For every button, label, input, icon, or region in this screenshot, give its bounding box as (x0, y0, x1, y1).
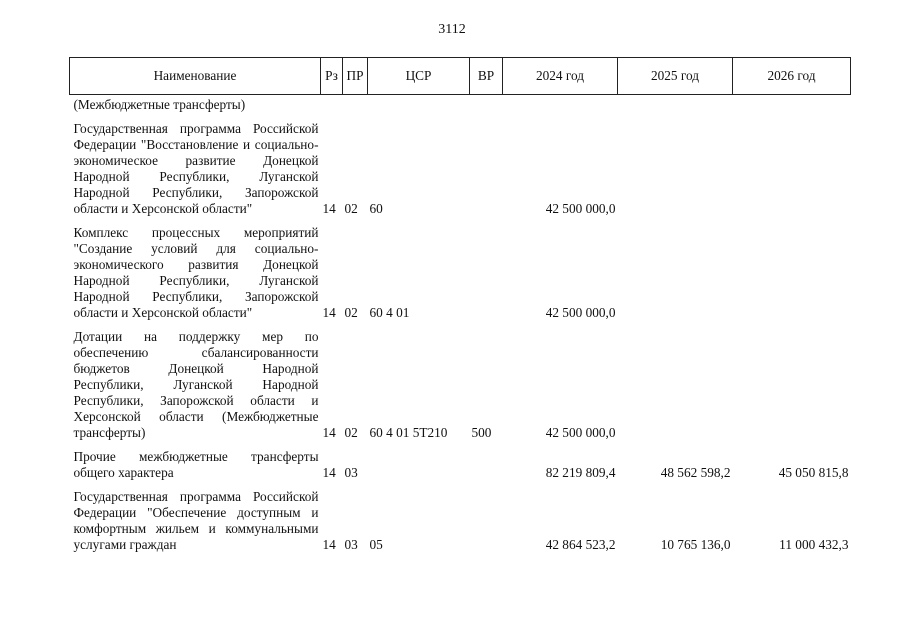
column-header-name: Наименование (70, 58, 321, 95)
column-header-2025: 2025 год (618, 58, 733, 95)
row-2026 (733, 329, 851, 441)
row-rz: 14 (322, 425, 336, 440)
row-rz: 14 (322, 305, 336, 320)
row-pr: 02 (344, 425, 358, 440)
row-vr (470, 489, 503, 553)
row-pr: 02 (344, 305, 358, 320)
column-header-csr: ЦСР (368, 58, 470, 95)
column-header-rz: Рз (321, 58, 343, 95)
row-name: Государственная программа Российской Федерации "Восстановление и социально-экономическое развитие Донецкой Народной Республики, Луганской Народной Республики, Запорожской области и Херсонской области" (73, 121, 319, 216)
row-2026: 45 050 815,8 (778, 465, 849, 480)
continuation-text: (Межбюджетные трансферты) (73, 97, 246, 112)
row-rz: 14 (322, 537, 336, 552)
row-2025 (618, 329, 733, 441)
row-csr: 60 4 01 (369, 305, 410, 320)
table-row (70, 225, 851, 321)
row-pr: 03 (344, 465, 358, 480)
row-csr: 60 (369, 201, 383, 216)
row-2024: 42 864 523,2 (545, 537, 616, 552)
row-2026 (733, 225, 851, 321)
row-vr (470, 449, 503, 481)
row-pr: 02 (344, 201, 358, 216)
continuation-row (70, 95, 851, 114)
budget-table (69, 57, 851, 553)
row-name: Прочие межбюджетные трансферты общего характера (73, 449, 319, 480)
column-header-2026: 2026 год (733, 58, 851, 95)
row-2025: 10 765 136,0 (660, 537, 731, 552)
column-header-vr: ВР (470, 58, 503, 95)
row-2024: 42 500 000,0 (545, 305, 616, 320)
row-name: Дотации на поддержку мер по обеспечению сбалансированности бюджетов Донецкой Народной Республики, Луганской Народной Республики, Запорожской области и Херсонской области (Межбюджетные трансферты) (73, 329, 319, 440)
row-vr (470, 225, 503, 321)
row-vr: 500 (471, 425, 492, 440)
row-pr: 03 (344, 537, 358, 552)
row-csr (368, 449, 470, 481)
page-number: 3112 (438, 22, 466, 37)
row-2025 (618, 225, 733, 321)
row-2024: 42 500 000,0 (545, 201, 616, 216)
table-row (70, 449, 851, 481)
row-2024: 82 219 809,4 (545, 465, 616, 480)
table-row (70, 489, 851, 553)
row-2025 (618, 121, 733, 217)
row-vr (470, 121, 503, 217)
column-header-pr: ПР (343, 58, 368, 95)
row-2024: 42 500 000,0 (545, 425, 616, 440)
row-name: Государственная программа Российской Федерации "Обеспечение доступным и комфортным жильем и коммунальными услугами граждан (73, 489, 319, 552)
table-row (70, 121, 851, 217)
row-rz: 14 (322, 201, 336, 216)
row-csr: 05 (369, 537, 383, 552)
row-2026: 11 000 432,3 (779, 537, 849, 552)
row-2025: 48 562 598,2 (660, 465, 731, 480)
row-name: Комплекс процессных мероприятий "Создание условий для социально-экономического развития Донецкой Народной Республики, Луганской Народной Республики, Запорожской области и Херсонской области" (73, 225, 319, 320)
row-2026 (733, 121, 851, 217)
column-header-2024: 2024 год (503, 58, 618, 95)
table-row (70, 329, 851, 441)
table-header-row (70, 58, 851, 95)
row-csr: 60 4 01 5Т210 (369, 425, 448, 440)
row-rz: 14 (322, 465, 336, 480)
